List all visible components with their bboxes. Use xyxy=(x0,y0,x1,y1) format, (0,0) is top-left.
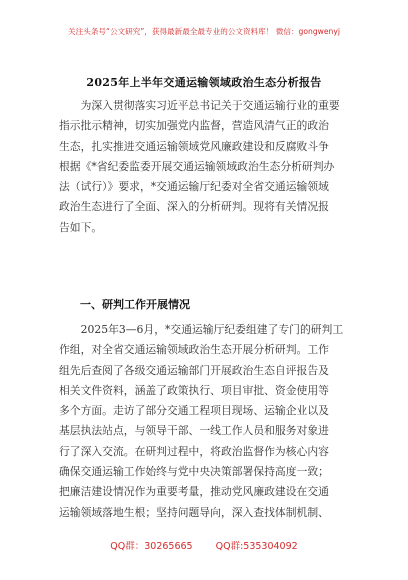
paragraph-line: 确保交通运输工作始终与党中央决策部署保持高度一致； xyxy=(59,465,329,479)
paragraph-line: 组先后查阅了各级交通运输部门开展政治生态自评报告及 xyxy=(59,363,329,377)
document-title: 2025年上半年交通运输领域政治生态分析报告 xyxy=(86,76,322,89)
paragraph-line: 告如下。 xyxy=(59,220,103,234)
footer-qq-group-2: QQ群:535304092 xyxy=(215,541,298,552)
paragraph-line: 行了深入交流。在研判过程中，将政治监督作为核心内容 xyxy=(59,444,329,458)
section-heading: 一、研判工作开展情况 xyxy=(80,298,190,311)
paragraph-line: 为深入贯彻落实习近平总书记关于交通运输行业的重要 xyxy=(59,99,340,112)
paragraph-line: 指示批示精神，切实加强党内监督，营造风清气正的政治 xyxy=(59,119,329,133)
paragraph-line: 作组，对全省交通运输领域政治生态开展分析研判。工作 xyxy=(59,343,329,357)
paragraph-line: 多个方面。走访了部分交通工程项目现场、运输企业以及 xyxy=(59,404,329,418)
paragraph-line: 运输领域落地生根；坚持问题导向，深入查找体制机制、 xyxy=(59,505,329,519)
paragraph-line: 基层执法站点，与领导干部、一线工作人员和服务对象进 xyxy=(59,424,329,438)
paragraph-intro xyxy=(59,96,351,238)
paragraph-line: 根据《*省纪委监委开展交通运输领域政治生态分析研判办 xyxy=(59,159,335,173)
header-banner: 关注头条号“公文研究”，获得最新最全最专业的公文资料库！ 微信：gongwenyj xyxy=(68,27,340,36)
paragraph-line: 生态，扎实推进交通运输领域党风廉政建设和反腐败斗争 xyxy=(59,139,329,153)
footer-qq-group-1: QQ群：30265665 xyxy=(110,541,193,552)
footer xyxy=(0,538,408,552)
paragraph-line: 2025年3—6月，*交通运输厅纪委组建了专门的研判工 xyxy=(59,323,344,336)
paragraph-line: 相关文件资料，涵盖了政策执行、项目审批、资金使用等 xyxy=(59,383,329,397)
paragraph-line: 法（试行）》要求，*交通运输厅纪委对全省交通运输领域 xyxy=(59,180,329,194)
paragraph-line: 把廉洁建设情况作为重要考量，推动党风廉政建设在交通 xyxy=(59,485,329,499)
paragraph-line: 政治生态进行了全面、深入的分析研判。现将有关情况报 xyxy=(59,200,329,214)
paragraph-work xyxy=(59,320,351,523)
